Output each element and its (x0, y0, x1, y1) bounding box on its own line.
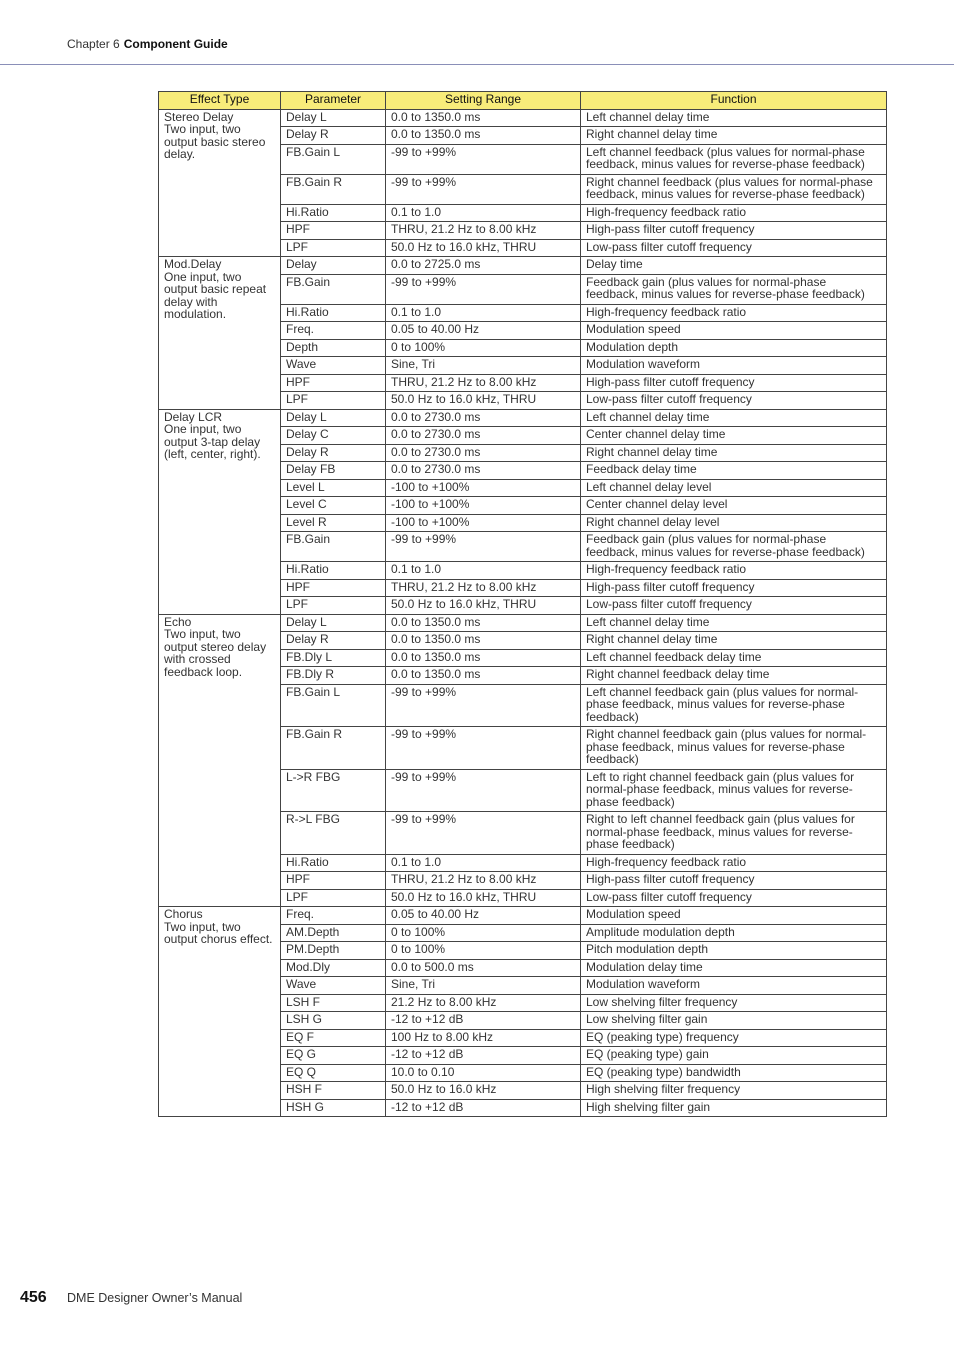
parameter-cell: FB.Gain L (281, 684, 386, 727)
function-cell: Left channel delay time (581, 614, 887, 632)
parameter-cell: EQ F (281, 1029, 386, 1047)
page-header (0, 0, 954, 65)
parameter-cell: R->L FBG (281, 812, 386, 855)
function-cell: Modulation waveform (581, 357, 887, 375)
function-cell: Low shelving filter frequency (581, 994, 887, 1012)
function-cell: Left channel feedback delay time (581, 649, 887, 667)
function-cell: Low shelving filter gain (581, 1012, 887, 1030)
parameter-cell: Delay L (281, 614, 386, 632)
setting-range-cell: Sine, Tri (386, 357, 581, 375)
parameter-cell: Delay FB (281, 462, 386, 480)
effect-type-name: Chorus (164, 907, 203, 921)
function-cell: Right channel delay time (581, 444, 887, 462)
function-cell: EQ (peaking type) gain (581, 1047, 887, 1065)
table-row (159, 109, 887, 127)
setting-range-cell: 50.0 Hz to 16.0 kHz, THRU (386, 239, 581, 257)
parameter-cell: Delay L (281, 109, 386, 127)
parameter-cell: HPF (281, 222, 386, 240)
parameter-cell: LPF (281, 239, 386, 257)
parameter-cell: Wave (281, 977, 386, 995)
parameter-cell: LPF (281, 392, 386, 410)
setting-range-cell: -100 to +100% (386, 514, 581, 532)
setting-range-cell: 10.0 to 0.10 (386, 1064, 581, 1082)
setting-range-cell: -100 to +100% (386, 497, 581, 515)
parameter-cell: Mod.Dly (281, 959, 386, 977)
function-cell: Feedback gain (plus values for normal-phase feedback, minus values for reverse-phase feedback) (581, 532, 887, 562)
setting-range-cell: 0.1 to 1.0 (386, 562, 581, 580)
parameter-cell: Level L (281, 479, 386, 497)
parameter-cell: LSH F (281, 994, 386, 1012)
parameter-cell: Freq. (281, 907, 386, 925)
setting-range-cell: -12 to +12 dB (386, 1047, 581, 1065)
setting-range-cell: 0.0 to 1350.0 ms (386, 127, 581, 145)
function-cell: High shelving filter frequency (581, 1082, 887, 1100)
setting-range-cell: -99 to +99% (386, 144, 581, 174)
function-cell: High-pass filter cutoff frequency (581, 222, 887, 240)
parameter-cell: FB.Dly R (281, 667, 386, 685)
setting-range-cell: 0.05 to 40.00 Hz (386, 322, 581, 340)
setting-range-cell: -99 to +99% (386, 174, 581, 204)
parameter-cell: FB.Gain L (281, 144, 386, 174)
effect-type-name: Stereo Delay (164, 109, 234, 124)
setting-range-cell: 0.0 to 2730.0 ms (386, 462, 581, 480)
parameter-cell: EQ G (281, 1047, 386, 1065)
parameter-cell: PM.Depth (281, 942, 386, 960)
chapter-number: Chapter 6 (67, 37, 120, 51)
setting-range-cell: 0.0 to 2730.0 ms (386, 427, 581, 445)
parameter-cell: Delay R (281, 632, 386, 650)
function-cell: Right channel feedback (plus values for normal-phase feedback, minus values for reverse-phase feedback) (581, 174, 887, 204)
effect-type-name: Echo (164, 614, 192, 629)
function-cell: Left channel delay time (581, 409, 887, 427)
setting-range-cell: 0 to 100% (386, 339, 581, 357)
effect-type-description: Two input, two output chorus effect. (164, 919, 273, 946)
parameter-cell: Delay L (281, 409, 386, 427)
parameter-cell: Wave (281, 357, 386, 375)
effect-type-description: One input, two output 3-tap delay (left, center, right). (164, 422, 261, 461)
function-cell: High-frequency feedback ratio (581, 304, 887, 322)
column-header-effect-type: Effect Type (159, 92, 281, 110)
table-row (159, 614, 887, 632)
setting-range-cell: 0.1 to 1.0 (386, 204, 581, 222)
setting-range-cell: THRU, 21.2 Hz to 8.00 kHz (386, 579, 581, 597)
chapter-heading (67, 37, 228, 51)
effect-type-cell (159, 907, 281, 1117)
function-cell: Modulation speed (581, 322, 887, 340)
function-cell: Pitch modulation depth (581, 942, 887, 960)
function-cell: Modulation waveform (581, 977, 887, 995)
function-cell: Delay time (581, 257, 887, 275)
function-cell: Right to left channel feedback gain (plus values for normal-phase feedback, minus values for reverse-phase feedback) (581, 812, 887, 855)
setting-range-cell: 0 to 100% (386, 924, 581, 942)
effect-type-name: Delay LCR (164, 409, 223, 424)
function-cell: High shelving filter gain (581, 1099, 887, 1117)
function-cell: High-frequency feedback ratio (581, 854, 887, 872)
function-cell: Feedback delay time (581, 462, 887, 480)
effect-type-cell (159, 409, 281, 614)
function-cell: Left to right channel feedback gain (plus values for normal-phase feedback, minus values for reverse-phase feedback) (581, 769, 887, 812)
parameter-cell: FB.Gain R (281, 727, 386, 770)
setting-range-cell: -99 to +99% (386, 727, 581, 770)
parameter-cell: HSH G (281, 1099, 386, 1117)
setting-range-cell: 50.0 Hz to 16.0 kHz (386, 1082, 581, 1100)
setting-range-cell: THRU, 21.2 Hz to 8.00 kHz (386, 374, 581, 392)
setting-range-cell: -99 to +99% (386, 684, 581, 727)
function-cell: Low-pass filter cutoff frequency (581, 392, 887, 410)
parameter-cell: Freq. (281, 322, 386, 340)
function-cell: Modulation depth (581, 339, 887, 357)
table-row (159, 409, 887, 427)
page-number: 456 (20, 1289, 47, 1306)
effect-parameter-table (158, 91, 887, 1117)
function-cell: Low-pass filter cutoff frequency (581, 239, 887, 257)
table-row (159, 257, 887, 275)
table-header-row (159, 92, 887, 110)
parameter-cell: FB.Dly L (281, 649, 386, 667)
table-row (159, 907, 887, 925)
manual-title: DME Designer Owner’s Manual (67, 1291, 243, 1305)
setting-range-cell: -100 to +100% (386, 479, 581, 497)
function-cell: Right channel feedback gain (plus values for normal-phase feedback, minus values for reverse-phase feedback) (581, 727, 887, 770)
effect-type-cell (159, 257, 281, 410)
parameter-cell: FB.Gain R (281, 174, 386, 204)
setting-range-cell: 0.05 to 40.00 Hz (386, 907, 581, 925)
parameter-cell: LPF (281, 597, 386, 615)
effect-type-description: One input, two output basic repeat delay with modulation. (164, 269, 267, 321)
setting-range-cell: 0.0 to 500.0 ms (386, 959, 581, 977)
setting-range-cell: 0.0 to 2730.0 ms (386, 444, 581, 462)
setting-range-cell: 50.0 Hz to 16.0 kHz, THRU (386, 597, 581, 615)
parameter-cell: Hi.Ratio (281, 562, 386, 580)
function-cell: Center channel delay time (581, 427, 887, 445)
parameter-cell: Level R (281, 514, 386, 532)
parameter-cell: L->R FBG (281, 769, 386, 812)
function-cell: Right channel delay time (581, 127, 887, 145)
effect-type-description: Two input, two output stereo delay with crossed feedback loop. (164, 627, 267, 679)
setting-range-cell: 0.0 to 2725.0 ms (386, 257, 581, 275)
function-cell: Left channel feedback gain (plus values for normal-phase feedback, minus values for reverse-phase feedback) (581, 684, 887, 727)
parameter-cell: AM.Depth (281, 924, 386, 942)
column-header-setting-range: Setting Range (386, 92, 581, 110)
setting-range-cell: 0.0 to 1350.0 ms (386, 632, 581, 650)
function-cell: Modulation speed (581, 907, 887, 925)
function-cell: Low-pass filter cutoff frequency (581, 597, 887, 615)
setting-range-cell: THRU, 21.2 Hz to 8.00 kHz (386, 222, 581, 240)
setting-range-cell: 0.1 to 1.0 (386, 854, 581, 872)
function-cell: Center channel delay level (581, 497, 887, 515)
parameter-cell: LPF (281, 889, 386, 907)
setting-range-cell: 0.1 to 1.0 (386, 304, 581, 322)
setting-range-cell: THRU, 21.2 Hz to 8.00 kHz (386, 872, 581, 890)
setting-range-cell: 50.0 Hz to 16.0 kHz, THRU (386, 889, 581, 907)
table-body (159, 109, 887, 1117)
parameter-cell: Depth (281, 339, 386, 357)
setting-range-cell: -12 to +12 dB (386, 1099, 581, 1117)
parameter-cell: HSH F (281, 1082, 386, 1100)
parameter-cell: Level C (281, 497, 386, 515)
parameter-cell: EQ Q (281, 1064, 386, 1082)
effect-type-cell (159, 109, 281, 257)
function-cell: Left channel delay time (581, 109, 887, 127)
parameter-cell: FB.Gain (281, 532, 386, 562)
parameter-cell: Delay R (281, 127, 386, 145)
column-header-parameter: Parameter (281, 92, 386, 110)
effect-type-description: Two input, two output basic stereo delay. (164, 122, 266, 161)
setting-range-cell: 21.2 Hz to 8.00 kHz (386, 994, 581, 1012)
setting-range-cell: -99 to +99% (386, 274, 581, 304)
setting-range-cell: 0 to 100% (386, 942, 581, 960)
function-cell: Right channel delay time (581, 632, 887, 650)
function-cell: Right channel feedback delay time (581, 667, 887, 685)
function-cell: Left channel delay level (581, 479, 887, 497)
function-cell: High-pass filter cutoff frequency (581, 872, 887, 890)
parameter-cell: Hi.Ratio (281, 854, 386, 872)
parameter-cell: Hi.Ratio (281, 204, 386, 222)
parameter-cell: FB.Gain (281, 274, 386, 304)
parameter-cell: HPF (281, 579, 386, 597)
column-header-function: Function (581, 92, 887, 110)
function-cell: Left channel feedback (plus values for normal-phase feedback, minus values for reverse-phase feedback) (581, 144, 887, 174)
setting-range-cell: -12 to +12 dB (386, 1012, 581, 1030)
setting-range-cell: 100 Hz to 8.00 kHz (386, 1029, 581, 1047)
setting-range-cell: -99 to +99% (386, 532, 581, 562)
effect-type-cell (159, 614, 281, 907)
parameter-cell: LSH G (281, 1012, 386, 1030)
function-cell: EQ (peaking type) frequency (581, 1029, 887, 1047)
function-cell: EQ (peaking type) bandwidth (581, 1064, 887, 1082)
parameter-cell: Delay R (281, 444, 386, 462)
setting-range-cell: Sine, Tri (386, 977, 581, 995)
function-cell: Feedback gain (plus values for normal-phase feedback, minus values for reverse-phase feedback) (581, 274, 887, 304)
function-cell: Low-pass filter cutoff frequency (581, 889, 887, 907)
function-cell: High-pass filter cutoff frequency (581, 579, 887, 597)
parameter-cell: HPF (281, 872, 386, 890)
function-cell: High-pass filter cutoff frequency (581, 374, 887, 392)
function-cell: High-frequency feedback ratio (581, 204, 887, 222)
parameter-cell: HPF (281, 374, 386, 392)
setting-range-cell: -99 to +99% (386, 769, 581, 812)
function-cell: Right channel delay level (581, 514, 887, 532)
setting-range-cell: 50.0 Hz to 16.0 kHz, THRU (386, 392, 581, 410)
setting-range-cell: -99 to +99% (386, 812, 581, 855)
parameter-cell: Delay C (281, 427, 386, 445)
effect-type-name: Mod.Delay (164, 257, 222, 271)
setting-range-cell: 0.0 to 1350.0 ms (386, 109, 581, 127)
setting-range-cell: 0.0 to 2730.0 ms (386, 409, 581, 427)
function-cell: High-frequency feedback ratio (581, 562, 887, 580)
chapter-title: Component Guide (123, 37, 228, 51)
parameter-cell: Delay (281, 257, 386, 275)
function-cell: Amplitude modulation depth (581, 924, 887, 942)
parameter-cell: Hi.Ratio (281, 304, 386, 322)
setting-range-cell: 0.0 to 1350.0 ms (386, 649, 581, 667)
setting-range-cell: 0.0 to 1350.0 ms (386, 667, 581, 685)
setting-range-cell: 0.0 to 1350.0 ms (386, 614, 581, 632)
function-cell: Modulation delay time (581, 959, 887, 977)
